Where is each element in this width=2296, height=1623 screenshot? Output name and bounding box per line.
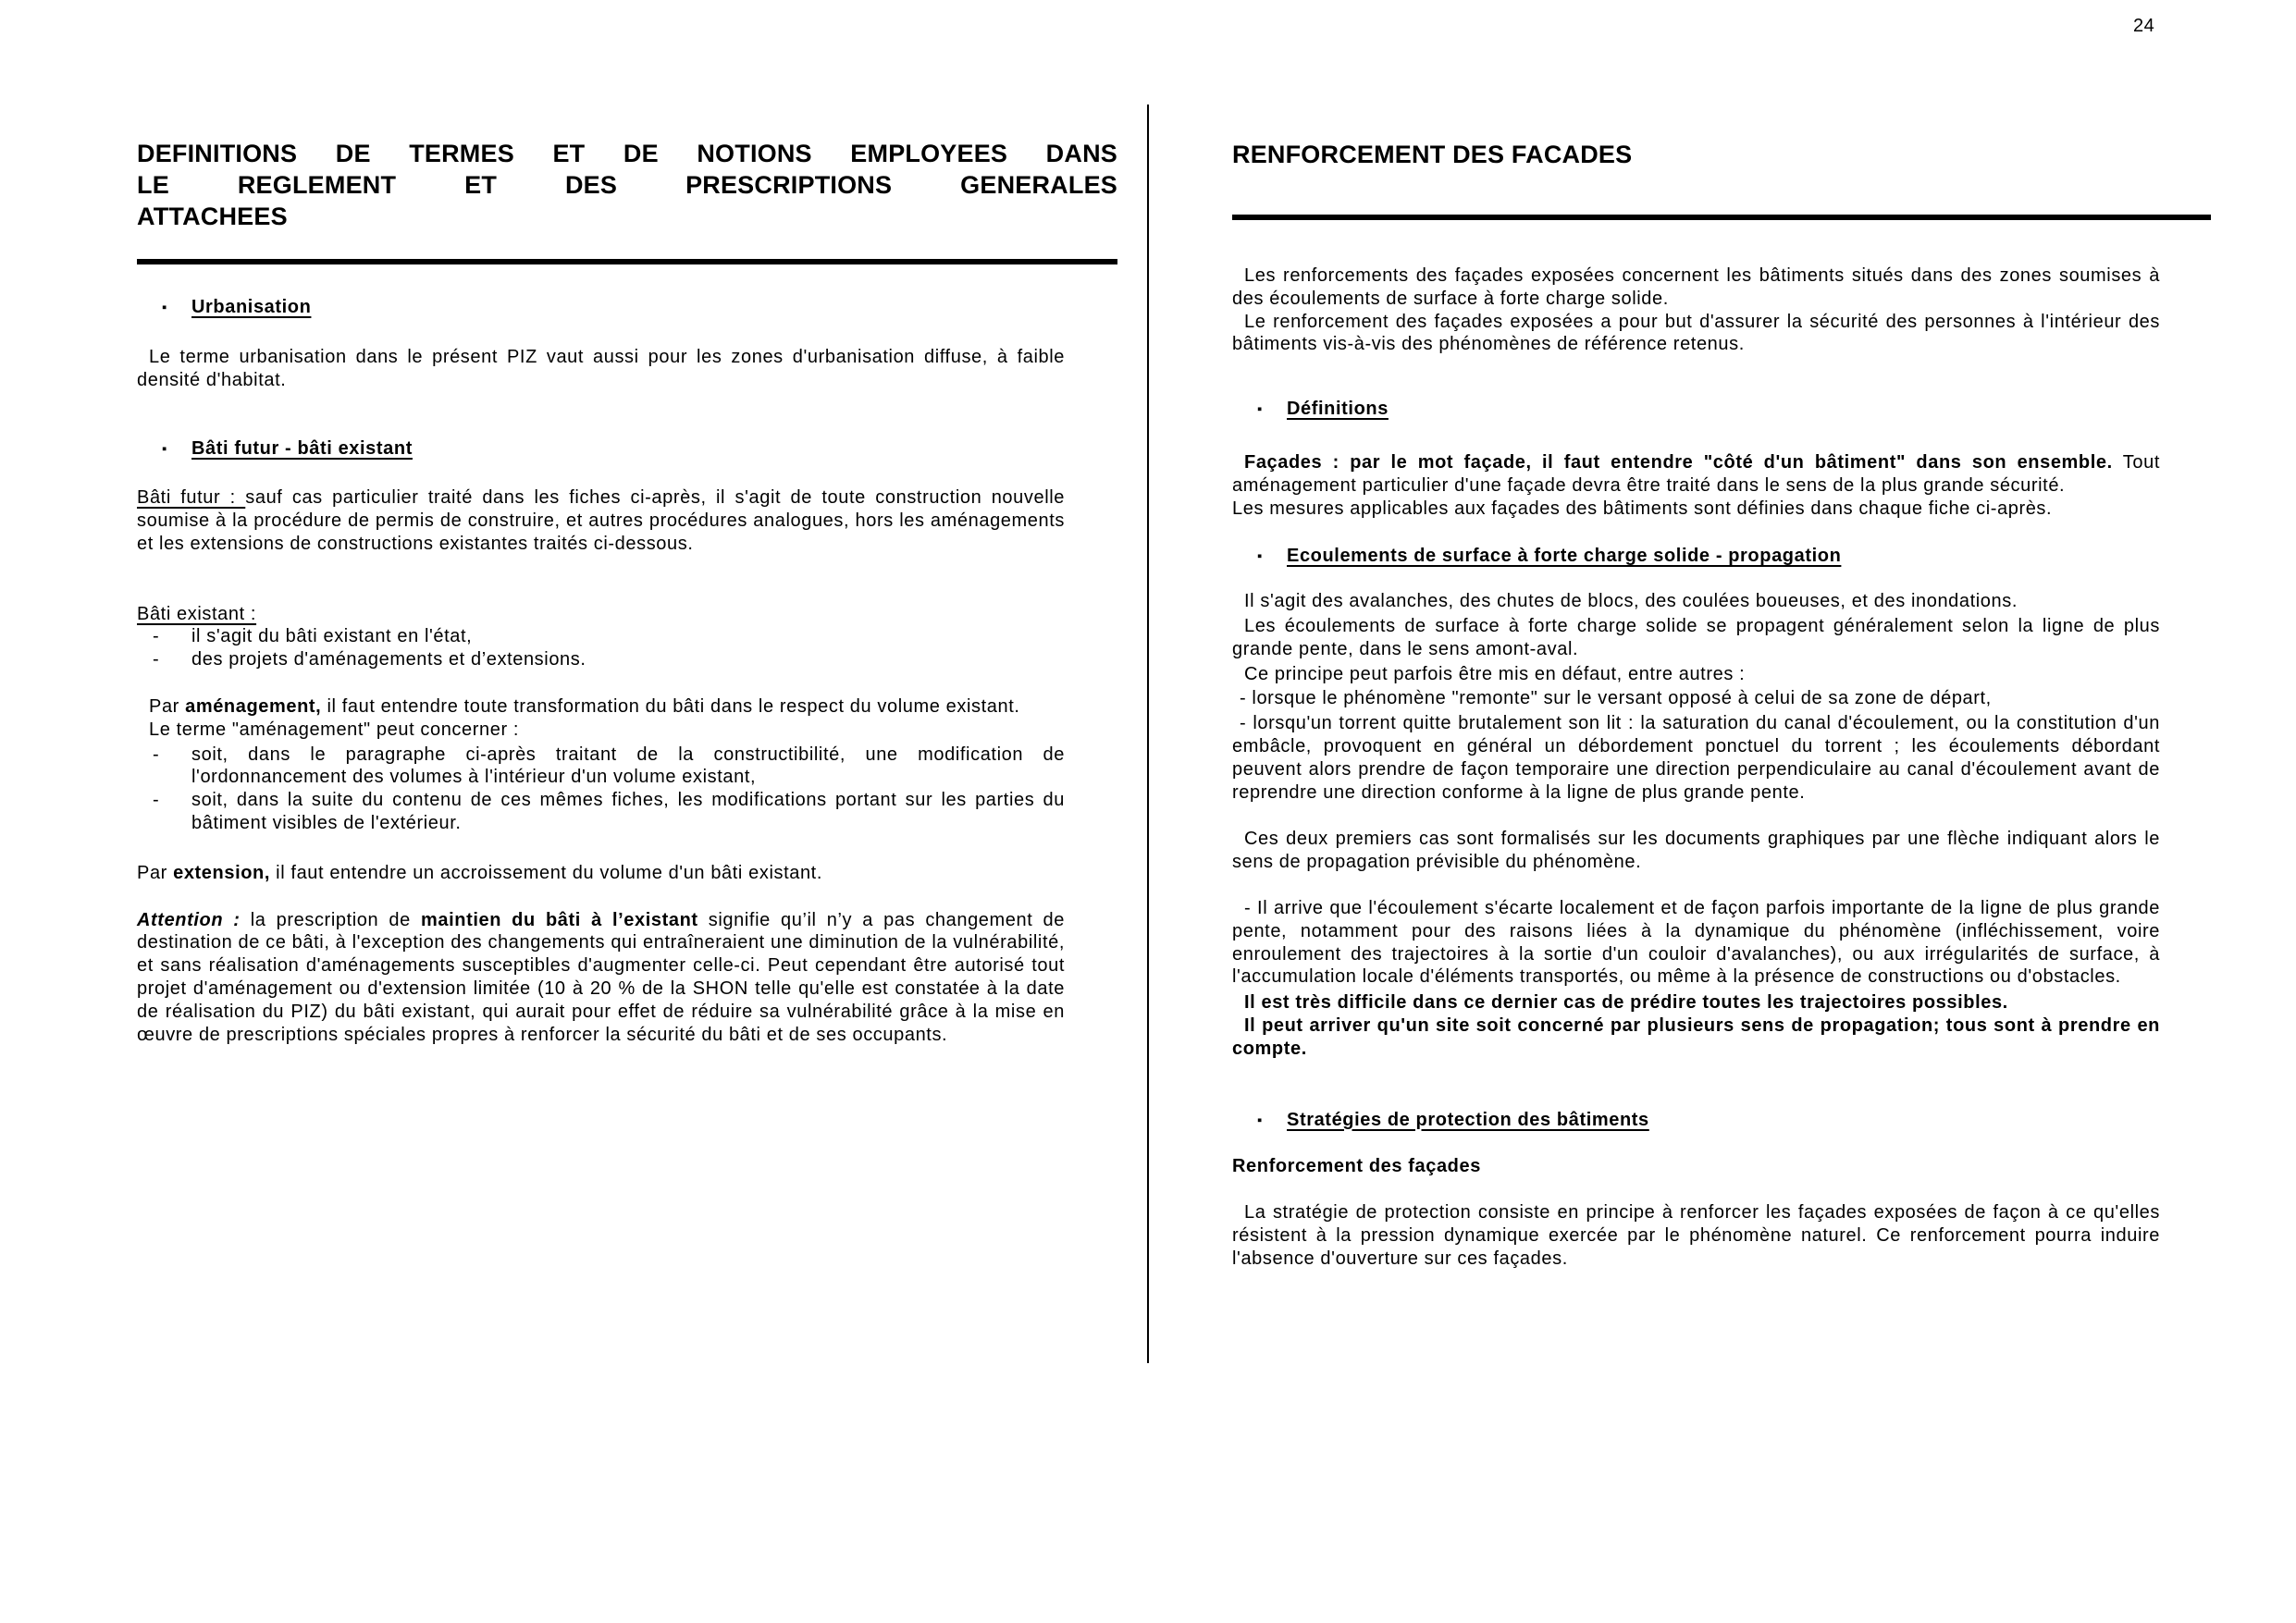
attention-bold: maintien du bâti à l’existant [420, 909, 698, 930]
square-bullet-icon: ▪ [1257, 548, 1263, 565]
paragraph-propagation: Les écoulements de surface à forte charge solide se propagent généralement selon la ligne de plus grande pente, dans le sens amont-aval. [1232, 615, 2160, 659]
heading-definitions-label: Définitions [1287, 399, 1389, 420]
list-item [137, 648, 1065, 671]
right-column-content [1232, 264, 2160, 1271]
right-title-rule [1232, 215, 2211, 220]
left-column-content [137, 296, 1065, 1046]
heading-strategies-label: Stratégies de protection des bâtiments [1287, 1109, 1649, 1130]
facades-bold: Façades : par le mot façade, il faut entendre "côté d'un bâtiment" dans son ensemble. [1244, 451, 2113, 473]
extension-post: il faut entendre un accroissement du volume d'un bâti existant. [270, 862, 822, 883]
paragraph-attention [137, 909, 1065, 1047]
paragraph-urbanisation: Le terme urbanisation dans le présent PIZ vaut aussi pour les zones d'urbanisation diffuse, à faible densité d'habitat. [137, 346, 1065, 390]
dash-marker: - [153, 626, 160, 647]
extension-bold: extension, [173, 862, 271, 883]
heading-bati-label: Bâti futur - bâti existant [191, 438, 413, 460]
heading-ecoulements [1257, 545, 2160, 569]
paragraph-trajectoires-bold: Il est très difficile dans ce dernier cas de prédire toutes les trajectoires possibles. [1244, 992, 2008, 1014]
page-number: 24 [2133, 16, 2155, 36]
amenagement-bold: aménagement, [185, 695, 322, 717]
paragraph-extension [137, 862, 1065, 885]
left-title-line-2: LE REGLEMENT ET DES PRESCRIPTIONS GENERALES [137, 171, 1117, 199]
list-item [137, 744, 1065, 790]
facades-rest: Tout aménagement particulier d'une façade devra être traité dans le sens de la plus grande sécurité. [1232, 451, 2160, 496]
paragraph-facades [1232, 451, 2160, 498]
paragraph-strategie: La stratégie de protection consiste en principe à renforcer les façades exposées de façon à ce qu'elles résistent à la pression dynamique exercée par le phénomène naturel. Ce renforcement pourra induire l'absence d'ouverture sur ces façades. [1232, 1202, 2160, 1269]
extension-pre: Par [137, 862, 174, 883]
paragraph-fleche: Ces deux premiers cas sont formalisés sur les documents graphiques par une flèche indiquant alors le sens de propagation prévisible du phénomène. [1232, 829, 2160, 873]
list-item-text: soit, dans le paragraphe ci-après traitant de la constructibilité, une modification de l'ordonnancement des volumes à l'intérieur d'un volume existant, [191, 744, 1065, 788]
bati-futur-text: sauf cas particulier traité dans les fiches ci-après, il s'agit de toute construction nouvelle soumise à la procédure de permis de construire, et autres procédures analogues, hors les aménagements et les extensions de constructions existantes traités ci-dessous. [137, 487, 1066, 554]
left-title-line-3: ATTACHEES [137, 203, 288, 230]
heading-urbanisation-label: Urbanisation [191, 297, 312, 317]
paragraph-but-renforcement: Le renforcement des façades exposées a pour but d'assurer la sécurité des personnes à l'intérieur des bâtiments vis-à-vis des phénomènes de référence retenus. [1232, 311, 2160, 355]
list-item [137, 789, 1065, 835]
list-item-text: des projets d'aménagements et d’extensions. [191, 649, 586, 670]
paragraph-terme-amenagement: Le terme "aménagement" peut concerner : [149, 719, 520, 740]
attention-seg2: signifie qu’il n’y a pas changement de destination de ce bâti, à l'exception des changements qui entraîneraient une diminution de la vulnérabilité, et sans réalisation d'aménagements susceptibles d'augmenter celle-ci. Peut cependant être autorisé tout projet d'aménagement ou d'extension limitée (10 à 20 % de la SHON telle qu'elle est constatée à la date de réalisation du PIZ) du bâti existant, qui aurait pour effet de réduire sa vulnérabilité grâce à la mise en œuvre de prescriptions spéciales propres à renforcer la sécurité du bâti et de ses occupants. [137, 909, 1065, 1045]
column-divider-line [1147, 105, 1149, 1363]
square-bullet-icon: ▪ [162, 441, 167, 458]
heading-definitions [1257, 398, 2160, 422]
bati-futur-lead: Bâti futur : [137, 487, 246, 509]
left-title-line-1: DEFINITIONS DE TERMES ET DE NOTIONS EMPLOYEES DANS [137, 140, 1117, 167]
attention-label: Attention : [137, 909, 241, 930]
list-item [137, 625, 1065, 648]
right-column [1232, 139, 2211, 1271]
heading-urbanisation [162, 296, 1065, 320]
dash-marker: - [153, 744, 160, 765]
square-bullet-icon: ▪ [1257, 1112, 1263, 1128]
left-title [137, 138, 1117, 232]
paragraph-renforcements: Les renforcements des façades exposées concernent les bâtiments situés dans des zones soumises à des écoulements de surface à forte charge solide. [1232, 265, 2160, 309]
paragraph-principe: Ce principe peut parfois être mis en défaut, entre autres : [1244, 663, 1746, 684]
square-bullet-icon: ▪ [162, 300, 167, 315]
dash-marker: - [153, 649, 160, 670]
paragraph-amenagement [137, 695, 1065, 719]
list-item-text: il s'agit du bâti existant en l'état, [191, 626, 473, 647]
heading-strategies [1257, 1109, 2160, 1133]
paragraph-mesures: Les mesures applicables aux façades des bâtiments sont définies dans chaque fiche ci-après. [1232, 498, 2053, 519]
heading-ecoulements-label: Ecoulements de surface à forte charge solide - propagation [1287, 546, 1842, 567]
subheading-renforcement-facades: Renforcement des façades [1232, 1156, 1481, 1177]
paragraph-plusieurs-sens-bold: Il peut arriver qu'un site soit concerné par plusieurs sens de propagation; tous sont à prendre en compte. [1232, 1014, 2160, 1059]
paragraph-remonte: - lorsque le phénomène "remonte" sur le versant opposé à celui de sa zone de départ, [1240, 688, 1992, 709]
right-title: RENFORCEMENT DES FACADES [1232, 141, 1633, 168]
bati-existant-label: Bâti existant : [137, 603, 257, 624]
paragraph-torrent: - lorsqu'un torrent quitte brutalement son lit : la saturation du canal d'écoulement, ou la constitution d'un embâcle, provoquent en général un débordement ponctuel du torrent ; les écoulements débordant peuvent alors prendre de façon temporaire une direction perpendiculaire au canal d'écoulement avant de reprendre une direction conforme à la ligne de plus grande pente. [1232, 713, 2160, 803]
amenagement-post: il faut entendre toute transformation du bâti dans le respect du volume existant. [321, 695, 1020, 717]
paragraph-ecart: - Il arrive que l'écoulement s'écarte localement et de façon parfois importante de la ligne de plus grande pente, notamment pour des raisons liées à la dynamique du phénomène (infléchissement, voire enroulement des trajectoires à la sortie d'un couloir d'avalanches), ou aux irrégularités de surface, à l'accumulation locale d'éléments transportés, ou même à la présence de constructions ou d'obstacles. [1232, 897, 2160, 988]
attention-seg1: la prescription de [240, 909, 421, 930]
heading-bati-futur-existant [162, 437, 1065, 461]
dash-marker: - [153, 790, 160, 811]
paragraph-bati-futur [137, 486, 1065, 555]
amenagement-pre: Par [149, 695, 186, 717]
paragraph-avalanches: Il s'agit des avalanches, des chutes de blocs, des coulées boueuses, et des inondations. [1244, 591, 2018, 612]
square-bullet-icon: ▪ [1257, 401, 1263, 418]
left-title-rule [137, 259, 1117, 264]
left-column [137, 138, 1117, 1046]
list-item-text: soit, dans la suite du contenu de ces mêmes fiches, les modifications portant sur les parties du bâtiment visibles de l'extérieur. [191, 790, 1065, 833]
